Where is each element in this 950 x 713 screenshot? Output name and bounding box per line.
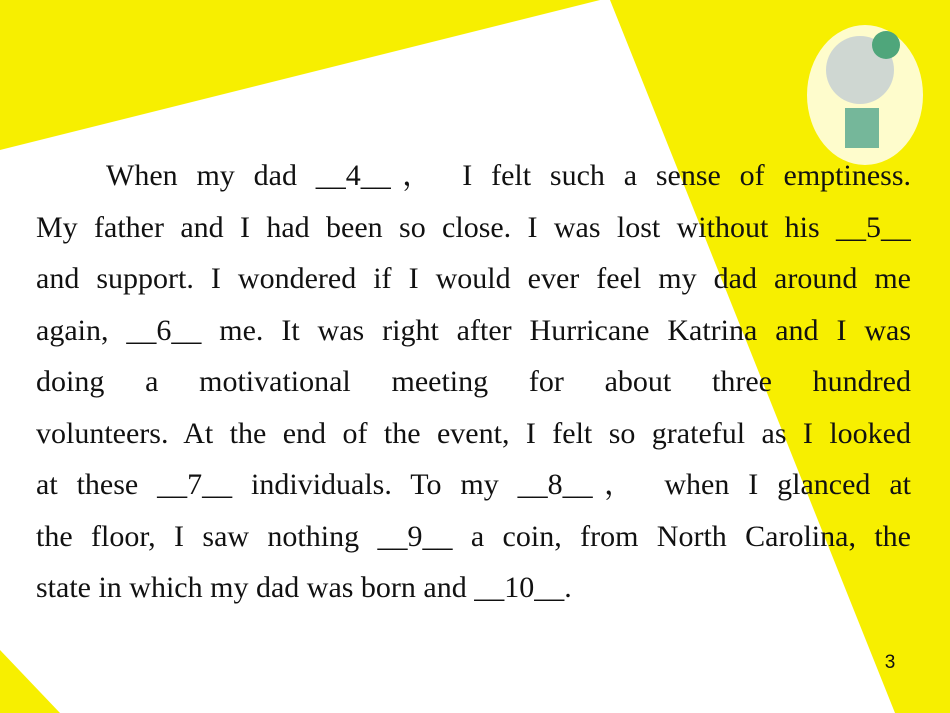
passage-line: state in which my dad was born and __10__.	[36, 571, 572, 604]
top-left-yellow-burst	[0, 0, 600, 150]
mascot-body	[845, 108, 879, 148]
passage-line: My father and I had been so close. I was lost without his __5__	[36, 210, 911, 244]
bottom-left-yellow-corner	[0, 650, 60, 713]
passage-line: the floor, I saw nothing __9__ a coin, from North Carolina, the	[36, 519, 911, 553]
cloze-passage	[36, 150, 911, 614]
passage-line: again, __6__ me. It was right after Hurricane Katrina and I was	[36, 313, 911, 347]
mascot-green-accent	[872, 31, 900, 59]
page-number: 3	[884, 652, 896, 673]
passage-line: volunteers. At the end of the event, I felt so grateful as I looked	[36, 416, 911, 450]
passage-line: doing a motivational meeting for about three hundred	[36, 365, 911, 398]
passage-line: and support. I wondered if I would ever feel my dad around me	[36, 262, 911, 295]
passage-line: at these __7__ individuals. To my __8__， when I glanced at	[36, 468, 911, 501]
passage-line: When my dad __4__， I felt such a sense of emptiness.	[106, 159, 911, 192]
